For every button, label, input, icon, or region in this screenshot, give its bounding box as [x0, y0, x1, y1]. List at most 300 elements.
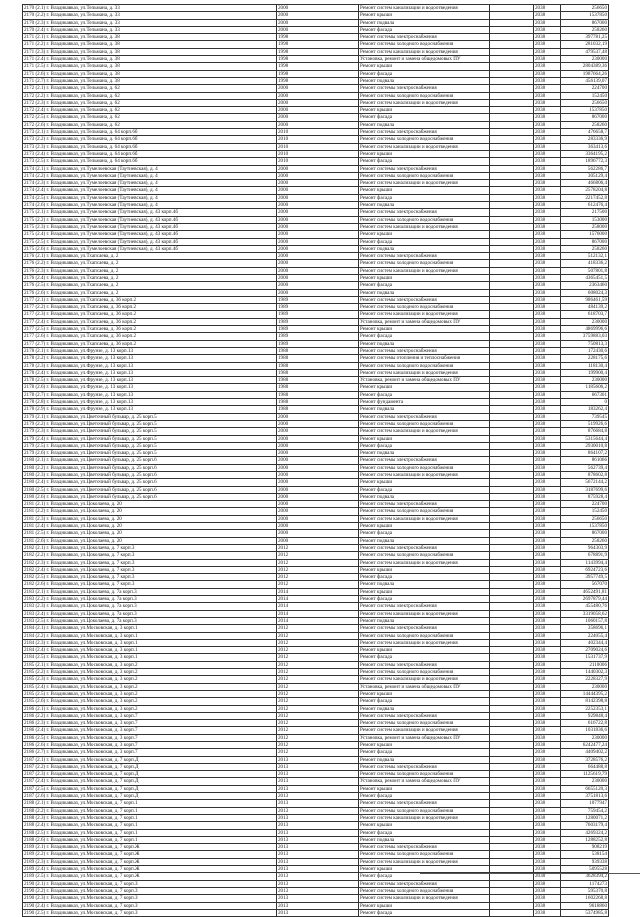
year-built-cell: 1988 — [277, 377, 359, 384]
work-type-cell: Ремонт систем канализации и водоотведения — [359, 223, 490, 230]
work-type-cell: Установка, ремонт и замена общедомовых ПУ — [359, 778, 490, 785]
cost-cell: 1185606,2 — [561, 384, 609, 391]
table-row — [23, 836, 609, 843]
cost-cell: 418336,2 — [561, 260, 609, 267]
cost-cell: 3628394,2 — [561, 873, 609, 880]
address-cell: 2178 (2.1) г. Владикавказ, ул.Фрунзе, д. 13 корп.13 — [23, 347, 277, 354]
empty-cell — [490, 48, 534, 55]
address-cell: 2190 (2.2) г. Владикавказ, ул.Московская, д. 7 корп.З — [23, 887, 277, 894]
work-type-cell: Ремонт системы электроснабжения — [359, 296, 490, 303]
empty-cell — [490, 231, 534, 238]
empty-cell — [490, 669, 534, 676]
cost-cell: 3728576,2 — [561, 756, 609, 763]
work-type-cell: Ремонт фасада — [359, 486, 490, 493]
work-type-cell: Ремонт фасада — [359, 698, 490, 705]
year-built-cell: 1989 — [277, 311, 359, 318]
plan-year-cell: 2038 — [534, 107, 561, 114]
address-cell: 2180 (2.5) г. Владикавказ, ул.Цветочный бульвар, д. 25 корп.6 — [23, 486, 277, 493]
table-row — [23, 107, 609, 114]
empty-cell — [490, 406, 534, 413]
year-built-cell: 2012 — [277, 734, 359, 741]
plan-year-cell: 2038 — [534, 92, 561, 99]
cost-cell: 455480,76 — [561, 603, 609, 610]
table-row — [23, 172, 609, 179]
plan-year-cell: 2038 — [534, 887, 561, 894]
table-row — [23, 399, 609, 406]
plan-year-cell: 2038 — [534, 172, 561, 179]
cost-cell: 224055,4 — [561, 632, 609, 639]
empty-cell — [490, 727, 534, 734]
address-cell: 2175 (2.2) г. Владикавказ, ул.Тумелоевская (Таутиевская), д. 43 корп.4б — [23, 216, 277, 223]
year-built-cell: 2000 — [277, 231, 359, 238]
empty-cell — [490, 158, 534, 165]
plan-year-cell: 2038 — [534, 442, 561, 449]
year-built-cell: 2000 — [277, 457, 359, 464]
cost-cell: 283336,9 — [561, 136, 609, 143]
work-type-cell: Ремонт системы холодного водоснабжения — [359, 771, 490, 778]
empty-cell — [490, 771, 534, 778]
address-cell: 2173 (2.1) г. Владикавказ, ул.Тельмана, д. 64 корп.6б — [23, 129, 277, 136]
table-row — [23, 282, 609, 289]
address-cell: 2181 (2.1) г. Владикавказ, ул.Цоколаева, д. 20 — [23, 501, 277, 508]
year-built-cell: 2000 — [277, 501, 359, 508]
work-type-cell: Установка, ремонт и замена общедомовых ПУ — [359, 683, 490, 690]
cost-cell: 476658,7 — [561, 129, 609, 136]
plan-year-cell: 2038 — [534, 384, 561, 391]
year-built-cell: 2000 — [277, 267, 359, 274]
table-row — [23, 289, 609, 296]
address-cell: 2187 (2.1) г. Владикавказ, ул.Московская, д. 7 корп.Д — [23, 756, 277, 763]
table-row — [23, 19, 609, 26]
empty-cell — [490, 223, 534, 230]
plan-year-cell: 2038 — [534, 260, 561, 267]
plan-year-cell: 2038 — [534, 763, 561, 770]
cost-cell: 664488,8 — [561, 763, 609, 770]
table-row — [23, 274, 609, 281]
cost-cell: 2578204,8 — [561, 187, 609, 194]
year-built-cell: 2013 — [277, 814, 359, 821]
work-type-cell: Ремонт крыши — [359, 523, 490, 530]
empty-cell — [490, 647, 534, 654]
address-cell: 2181 (2.5) г. Владикавказ, ул.Цоколаева, д. 20 — [23, 530, 277, 537]
plan-year-cell: 2038 — [534, 150, 561, 157]
plan-year-cell: 2038 — [534, 114, 561, 121]
address-cell: 2176 (2.5) г. Владикавказ, ул.Тхапсаева, д. 2 — [23, 282, 277, 289]
empty-cell — [490, 450, 534, 457]
empty-cell — [490, 851, 534, 858]
table-row — [23, 5, 609, 12]
table-row — [23, 756, 609, 763]
address-cell: 2183 (2.5) г. Владикавказ, ул.Цоколаева, д. 7а корп.3 — [23, 617, 277, 624]
address-cell: 2188 (2.5) г. Владикавказ, ул.Московская, д. 7 корп.1 — [23, 829, 277, 836]
year-built-cell: 2013 — [277, 887, 359, 894]
table-row — [23, 814, 609, 821]
address-cell: 2178 (2.2) г. Владикавказ, ул.Фрунзе, д. 13 корп.13 — [23, 355, 277, 362]
work-type-cell: Ремонт фасада — [359, 114, 490, 121]
work-type-cell: Ремонт систем канализации и водоотведения — [359, 472, 490, 479]
table-row — [23, 216, 609, 223]
table-row — [23, 253, 609, 260]
table-row — [23, 187, 609, 194]
year-built-cell: 1998 — [277, 70, 359, 77]
plan-year-cell: 2038 — [534, 873, 561, 880]
address-cell: 2175 (2.3) г. Владикавказ, ул.Тумелоевская (Таутиевская), д. 43 корп.4б — [23, 223, 277, 230]
plan-year-cell: 2038 — [534, 289, 561, 296]
table-row — [23, 749, 609, 756]
empty-cell — [490, 377, 534, 384]
work-type-cell: Ремонт системы холодного водоснабжения — [359, 260, 490, 267]
year-built-cell: 1989 — [277, 304, 359, 311]
plan-year-cell: 2038 — [534, 165, 561, 172]
work-type-cell: Ремонт крыши — [359, 326, 490, 333]
work-type-cell: Ремонт крыши — [359, 647, 490, 654]
plan-year-cell: 2038 — [534, 574, 561, 581]
plan-year-cell: 2038 — [534, 245, 561, 252]
plan-year-cell: 2038 — [534, 880, 561, 887]
address-cell: 2184 (2.5) г. Владикавказ, ул.Московская, д. 3 корп.1 — [23, 654, 277, 661]
year-built-cell: 2014 — [277, 603, 359, 610]
work-type-cell: Ремонт системы отопления и теплоснабжения — [359, 355, 490, 362]
address-cell: 2186 (2.1) г. Владикавказ, ул.Московская, д. 3 корп.2 — [23, 705, 277, 712]
cost-cell: 1060157,8 — [561, 617, 609, 624]
table-row — [23, 676, 609, 683]
address-cell: 2188 (2.1) г. Владикавказ, ул.Московская, д. 7 корп.1 — [23, 800, 277, 807]
cost-cell: 3751813,6 — [561, 793, 609, 800]
plan-year-cell: 2038 — [534, 12, 561, 19]
cost-cell: 519926,6 — [561, 420, 609, 427]
table-row — [23, 829, 609, 836]
cost-cell: 1125619,79 — [561, 771, 609, 778]
plan-year-cell: 2038 — [534, 698, 561, 705]
address-cell: 2180 (2.1) г. Владикавказ, ул.Цветочный бульвар, д. 25 корп.6 — [23, 457, 277, 464]
table-row — [23, 479, 609, 486]
work-type-cell: Ремонт системы холодного водоснабжения — [359, 92, 490, 99]
year-built-cell: 2014 — [277, 588, 359, 595]
table-row — [23, 822, 609, 829]
table-row — [23, 654, 609, 661]
year-built-cell: 2000 — [277, 194, 359, 201]
cost-cell: 1174273 — [561, 880, 609, 887]
cost-cell: 4652491,81 — [561, 588, 609, 595]
table-row — [23, 669, 609, 676]
empty-cell — [490, 479, 534, 486]
cost-cell: 908219 — [561, 844, 609, 851]
work-type-cell: Ремонт системы холодного водоснабжения — [359, 720, 490, 727]
work-type-cell: Установка, ремонт и замена общедомовых ПУ — [359, 318, 490, 325]
empty-cell — [490, 289, 534, 296]
plan-year-cell: 2038 — [534, 625, 561, 632]
work-type-cell: Ремонт фасада — [359, 596, 490, 603]
year-built-cell: 2013 — [277, 771, 359, 778]
table-row — [23, 194, 609, 201]
cost-cell: 1576000 — [561, 231, 609, 238]
work-type-cell: Ремонт крыши — [359, 822, 490, 829]
address-cell: 2187 (2.5) г. Владикавказ, ул.Московская, д. 7 корп.Д — [23, 785, 277, 792]
cost-cell: 5315644,4 — [561, 435, 609, 442]
year-built-cell: 2013 — [277, 763, 359, 770]
address-cell: 2177 (2.2) г. Владикавказ, ул.Тхапсаева, д. 36 корп.2 — [23, 304, 277, 311]
work-type-cell: Ремонт системы холодного водоснабжения — [359, 464, 490, 471]
address-cell: 2179 (2.6) г. Владикавказ, ул.Цветочный бульвар, д. 25 корп.5 — [23, 450, 277, 457]
plan-year-cell: 2038 — [534, 464, 561, 471]
cost-cell: 152450 — [561, 508, 609, 515]
work-type-cell: Ремонт фасада — [359, 194, 490, 201]
address-cell: 2187 (2.2) г. Владикавказ, ул.Московская, д. 7 корп.Д — [23, 763, 277, 770]
cost-cell: 305129,4 — [561, 172, 609, 179]
address-cell: 2176 (2.2) г. Владикавказ, ул.Тхапсаева, д. 2 — [23, 260, 277, 267]
address-cell: 2174 (2.1) г. Владикавказ, ул.Тумелоевская (Таутиевская), д. 4 — [23, 165, 277, 172]
plan-year-cell: 2038 — [534, 41, 561, 48]
cost-cell: 986461,59 — [561, 296, 609, 303]
work-type-cell: Ремонт подвала — [359, 705, 490, 712]
cost-cell: 867000 — [561, 238, 609, 245]
empty-cell — [490, 399, 534, 406]
address-cell: 2177 (2.3) г. Владикавказ, ул.Тхапсаева, д. 36 корп.2 — [23, 311, 277, 318]
address-cell: 2185 (2.6) г. Владикавказ, ул.Московская, д. 3 корп.2 — [23, 698, 277, 705]
empty-cell — [490, 844, 534, 851]
work-type-cell: Ремонт подвала — [359, 406, 490, 413]
address-cell: 2182 (2.2) г. Владикавказ, ул.Цоколаева, д. 7 корп.3 — [23, 552, 277, 559]
table-row — [23, 866, 609, 873]
year-built-cell: 1989 — [277, 326, 359, 333]
empty-cell — [490, 92, 534, 99]
cost-cell: 867000 — [561, 19, 609, 26]
empty-cell — [490, 296, 534, 303]
table-row — [23, 515, 609, 522]
table-row — [23, 793, 609, 800]
address-cell: 2189 (2.5) г. Владикавказ, ул.Московская, д. 7 корп.Ж — [23, 873, 277, 880]
cost-cell: 867000 — [561, 114, 609, 121]
table-row — [23, 442, 609, 449]
cost-cell: 2252353,1 — [561, 705, 609, 712]
empty-cell — [490, 639, 534, 646]
work-type-cell: Ремонт крыши — [359, 690, 490, 697]
table-row — [23, 136, 609, 143]
plan-year-cell: 2038 — [534, 99, 561, 106]
table-row — [23, 639, 609, 646]
year-built-cell: 2000 — [277, 442, 359, 449]
table-row — [23, 311, 609, 318]
work-type-cell: Ремонт фасада — [359, 70, 490, 77]
work-type-cell: Ремонт системы электроснабжения — [359, 844, 490, 851]
cost-cell: 230000 — [561, 778, 609, 785]
cost-cell: 172430,6 — [561, 347, 609, 354]
work-type-cell: Ремонт подвала — [359, 19, 490, 26]
empty-cell — [490, 800, 534, 807]
year-built-cell: 2010 — [277, 143, 359, 150]
address-cell: 2171 (2.1) г. Владикавказ, ул.Тельмана, д. 38 — [23, 34, 277, 41]
year-built-cell: 2000 — [277, 107, 359, 114]
work-type-cell: Ремонт системы холодного водоснабжения — [359, 172, 490, 179]
address-cell: 2178 (2.5) г. Владикавказ, ул.Фрунзе, д. 13 корп.13 — [23, 377, 277, 384]
empty-cell — [490, 617, 534, 624]
work-type-cell: Ремонт фундамента — [359, 399, 490, 406]
year-built-cell: 2012 — [277, 661, 359, 668]
table-row — [23, 727, 609, 734]
year-built-cell: 1988 — [277, 355, 359, 362]
address-cell: 2171 (2.5) г. Владикавказ, ул.Тельмана, д. 38 — [23, 63, 277, 70]
table-row — [23, 544, 609, 551]
work-type-cell: Установка, ремонт и замена общедомовых ПУ — [359, 734, 490, 741]
year-built-cell: 2012 — [277, 749, 359, 756]
year-built-cell: 2013 — [277, 785, 359, 792]
table-row — [23, 508, 609, 515]
table-row — [23, 698, 609, 705]
year-built-cell: 2000 — [277, 450, 359, 457]
year-built-cell: 2000 — [277, 282, 359, 289]
year-built-cell: 2000 — [277, 245, 359, 252]
cost-cell: 512132,1 — [561, 253, 609, 260]
address-cell: 2171 (2.7) г. Владикавказ, ул.Тельмана, д. 38 — [23, 77, 277, 84]
cost-cell: 1031836,6 — [561, 727, 609, 734]
work-type-cell: Ремонт системы холодного водоснабжения — [359, 632, 490, 639]
empty-cell — [490, 472, 534, 479]
cost-cell: 183262,4 — [561, 406, 609, 413]
address-cell: 2176 (2.6) г. Владикавказ, ул.Тхапсаева, д. 2 — [23, 289, 277, 296]
cost-cell: 2363460 — [561, 282, 609, 289]
year-built-cell: 1988 — [277, 399, 359, 406]
plan-year-cell: 2038 — [534, 676, 561, 683]
address-cell: 2184 (2.3) г. Владикавказ, ул.Московская, д. 3 корп.1 — [23, 639, 277, 646]
address-cell: 2184 (2.2) г. Владикавказ, ул.Московская, д. 3 корп.1 — [23, 632, 277, 639]
year-built-cell: 2000 — [277, 530, 359, 537]
address-cell: 2187 (2.6) г. Владикавказ, ул.Московская, д. 7 корп.Д — [23, 793, 277, 800]
cost-cell: 875928,4 — [561, 493, 609, 500]
address-cell: 2189 (2.3) г. Владикавказ, ул.Московская, д. 7 корп.Ж — [23, 858, 277, 865]
year-built-cell: 2013 — [277, 836, 359, 843]
address-cell: 2178 (2.3) г. Владикавказ, ул.Фрунзе, д. 13 корп.13 — [23, 362, 277, 369]
table-row — [23, 712, 609, 719]
cost-cell: 3187699,6 — [561, 486, 609, 493]
cost-cell: 1537850 — [561, 12, 609, 19]
year-built-cell: 2000 — [277, 420, 359, 427]
work-type-cell: Ремонт системы холодного водоснабжения — [359, 552, 490, 559]
table-row — [23, 450, 609, 457]
year-built-cell: 2000 — [277, 26, 359, 33]
plan-year-cell: 2038 — [534, 158, 561, 165]
table-row — [23, 603, 609, 610]
table-row — [23, 420, 609, 427]
table-row — [23, 800, 609, 807]
year-built-cell: 2000 — [277, 19, 359, 26]
plan-year-cell: 2038 — [534, 318, 561, 325]
work-type-cell: Ремонт фасада — [359, 442, 490, 449]
empty-cell — [490, 274, 534, 281]
plan-year-cell: 2038 — [534, 34, 561, 41]
work-type-cell: Ремонт фасада — [359, 333, 490, 340]
empty-cell — [490, 858, 534, 865]
cost-cell: 258000 — [561, 223, 609, 230]
empty-cell — [490, 56, 534, 63]
address-cell: 2177 (2.6) г. Владикавказ, ул.Тхапсаева, д. 36 корп.2 — [23, 333, 277, 340]
year-built-cell: 2012 — [277, 676, 359, 683]
cost-cell: 608024,3 — [561, 289, 609, 296]
address-cell: 2185 (2.2) г. Владикавказ, ул.Московская, д. 3 корп.2 — [23, 669, 277, 676]
cost-cell: 538154 — [561, 851, 609, 858]
cost-cell: 1896772,3 — [561, 158, 609, 165]
address-cell: 2189 (2.1) г. Владикавказ, ул.Московская, д. 7 корп.Ж — [23, 844, 277, 851]
work-type-cell: Ремонт подвала — [359, 617, 490, 624]
cost-cell: 616722,8 — [561, 720, 609, 727]
work-type-cell: Ремонт систем канализации и водоотведения — [359, 428, 490, 435]
address-cell: 2179 (2.3) г. Владикавказ, ул.Цветочный бульвар, д. 25 корп.5 — [23, 428, 277, 435]
table-body — [23, 5, 609, 917]
work-type-cell: Ремонт системы электроснабжения — [359, 603, 490, 610]
year-built-cell: 2000 — [277, 274, 359, 281]
table-row — [23, 180, 609, 187]
work-type-cell: Ремонт системы электроснабжения — [359, 800, 490, 807]
plan-year-cell: 2038 — [534, 639, 561, 646]
work-type-cell: Ремонт крыши — [359, 107, 490, 114]
address-cell: 2170 (2.3) г. Владикавказ, ул.Тельмана, д. 33 — [23, 19, 277, 26]
year-built-cell: 2012 — [277, 544, 359, 551]
year-built-cell: 2000 — [277, 92, 359, 99]
work-type-cell: Ремонт фасада — [359, 829, 490, 836]
empty-cell — [490, 887, 534, 894]
plan-year-cell: 2038 — [534, 807, 561, 814]
address-cell: 2178 (2.7) г. Владикавказ, ул.Фрунзе, д. 13 корп.13 — [23, 391, 277, 398]
cost-cell: 3319058,62 — [561, 610, 609, 617]
address-cell: 2181 (2.6) г. Владикавказ, ул.Цоколаева, д. 20 — [23, 537, 277, 544]
work-type-cell: Ремонт систем канализации и водоотведения — [359, 143, 490, 150]
empty-cell — [490, 355, 534, 362]
work-type-cell: Ремонт систем канализации и водоотведения — [359, 311, 490, 318]
empty-cell — [490, 763, 534, 770]
work-type-cell: Ремонт фасада — [359, 282, 490, 289]
work-type-cell: Ремонт системы холодного водоснабжения — [359, 136, 490, 143]
cost-cell: 118130,4 — [561, 362, 609, 369]
year-built-cell: 2000 — [277, 180, 359, 187]
cost-cell: 230000 — [561, 734, 609, 741]
work-type-cell: Ремонт фасада — [359, 158, 490, 165]
cost-cell: 2930010,8 — [561, 442, 609, 449]
work-type-cell: Ремонт подвала — [359, 581, 490, 588]
table-row — [23, 296, 609, 303]
empty-cell — [490, 902, 534, 909]
plan-year-cell: 2038 — [534, 690, 561, 697]
address-cell: 2173 (2.5) г. Владикавказ, ул.Тельмана, д. 64 корп.6б — [23, 158, 277, 165]
empty-cell — [490, 880, 534, 887]
plan-year-cell: 2038 — [534, 311, 561, 318]
plan-year-cell: 2038 — [534, 734, 561, 741]
work-type-cell: Ремонт системы электроснабжения — [359, 347, 490, 354]
plan-year-cell: 2038 — [534, 399, 561, 406]
year-built-cell: 2000 — [277, 172, 359, 179]
work-type-cell: Ремонт систем канализации и водоотведения — [359, 559, 490, 566]
work-type-cell: Ремонт фасада — [359, 654, 490, 661]
plan-year-cell: 2038 — [534, 202, 561, 209]
address-cell: 2186 (2.7) г. Владикавказ, ул.Московская, д. 3 корп.7 — [23, 749, 277, 756]
work-type-cell: Ремонт подвала — [359, 121, 490, 128]
cost-cell: 14444395,2 — [561, 690, 609, 697]
address-cell: 2179 (2.4) г. Владикавказ, ул.Цветочный бульвар, д. 25 корп.5 — [23, 435, 277, 442]
plan-year-cell: 2038 — [534, 501, 561, 508]
year-built-cell: 2013 — [277, 873, 359, 880]
empty-cell — [490, 661, 534, 668]
plan-year-cell: 2038 — [534, 544, 561, 551]
year-built-cell: 2013 — [277, 909, 359, 916]
plan-year-cell: 2038 — [534, 588, 561, 595]
address-cell: 2185 (2.3) г. Владикавказ, ул.Московская, д. 3 корп.2 — [23, 676, 277, 683]
address-cell: 2186 (2.3) г. Владикавказ, ул.Московская, д. 3 корп.7 — [23, 720, 277, 727]
year-built-cell: 2000 — [277, 493, 359, 500]
empty-cell — [490, 63, 534, 70]
year-built-cell: 1998 — [277, 63, 359, 70]
empty-cell — [490, 121, 534, 128]
empty-cell — [490, 566, 534, 573]
cost-cell: 9618860 — [561, 902, 609, 909]
plan-year-cell: 2038 — [534, 559, 561, 566]
